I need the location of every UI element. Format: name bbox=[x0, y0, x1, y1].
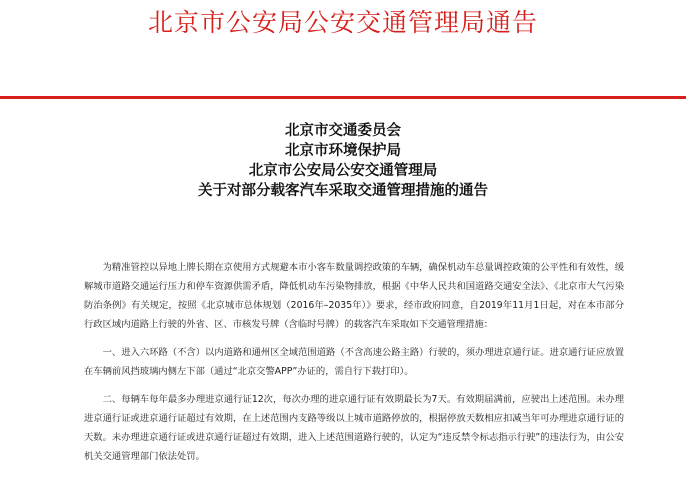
notice-title-block bbox=[0, 121, 686, 201]
paragraph-measure-2: 二、每辆车每年最多办理进京通行证12次，每次办理的进京通行证有效期最长为7天。有效期届满前，应驶出上述范围。未办理进京通行证或进京通行证超过有效期，在上述范围内支路等级以上城市道路停放的，根据停放天数相应扣减当年可办理进京通行证的天数。未办理进京通行证或进京通行证超过有效期，进入上述范围道路行驶的，认定为“违反禁令标志指示行驶”的违法行为，由公安机关交通管理部门依法处罚。 bbox=[84, 394, 624, 462]
masthead-title: 北京市公安局公安交通管理局通告 bbox=[147, 8, 538, 37]
notice-body bbox=[84, 258, 624, 476]
issuer-traffic-management-bureau: 北京市公安局公安交通管理局 bbox=[248, 162, 438, 179]
red-divider bbox=[0, 96, 686, 99]
paragraph-measure-1: 一、进入六环路（不含）以内道路和通州区全域范围道路（不含高速公路主路）行驶的，须办理进京通行证。进京通行证应放置在车辆前风挡玻璃内侧左下部（通过“北京交警APP”办证的，需自行下载打印）。 bbox=[84, 347, 624, 377]
notice-subject-title: 关于对部分载客汽车采取交通管理措施的通告 bbox=[198, 182, 488, 199]
paragraph-intro: 为精准管控以异地上牌长期在京使用方式规避本市小客车数量调控政策的车辆，确保机动车总量调控政策的公平性和有效性，缓解城市道路交通运行压力和停车资源供需矛盾，降低机动车污染物排放，根据《中华人民共和国道路交通安全法》、《北京市大气污染防治条例》有关规定，按照《北京城市总体规划（2016年–2035年）》要求，经市政府同意，自2019年11月1日起，对在本市部分行政区域内道路上行驶的外省、区、市核发号牌（含临时号牌）的载客汽车采取如下交通管理措施： bbox=[84, 262, 624, 330]
issuer-environment-bureau: 北京市环境保护局 bbox=[285, 142, 401, 159]
issuer-transport-commission: 北京市交通委员会 bbox=[285, 122, 401, 139]
